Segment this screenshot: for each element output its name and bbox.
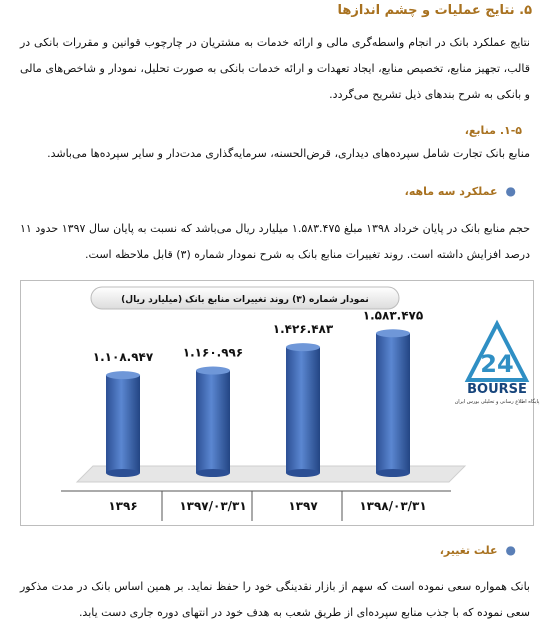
performance-text: حجم منابع بانک در پایان خرداد ۱۳۹۸ مبلغ ۱.۵۸۳.۴۷۵ میلیارد ریال می‌باشد که نسبت به پایان سال ۱۳۹۷ حدود ۱۱ درصد افزایش داشته است. روند تغییرات منابع بانک به شرح نمودار شماره (۳) قابل ملاحظه است.	[20, 222, 530, 261]
bar-2	[286, 347, 320, 473]
bourse-logo	[454, 322, 540, 406]
bar-base-0	[106, 469, 140, 477]
bar-cap-1	[196, 367, 230, 375]
bullet-icon: ●	[505, 184, 516, 198]
bullet-cause-label: علت تغییر،	[439, 544, 498, 557]
bullet-quarterly	[405, 184, 516, 198]
bar-cap-0	[106, 371, 140, 379]
data-label-1: ۱.۱۶۰.۹۹۶	[182, 345, 244, 360]
svg-text:24: 24	[480, 350, 514, 378]
bourse-logo-icon	[454, 322, 540, 406]
category-label-2: ۱۳۹۷	[288, 499, 318, 513]
bullet-icon: ●	[505, 543, 516, 557]
category-label-3: ۱۳۹۸/۰۳/۳۱	[359, 499, 427, 513]
bar-3	[376, 333, 410, 473]
section-heading: ۵. نتایج عملیات و چشم اندازها	[337, 3, 532, 18]
intro-paragraph: نتایج عملکرد بانک در انجام واسطه‌گری مالی و ارائه خدمات به مشتریان در چارچوب قوانین و مقررات بانکی در قالب، تجهیز منابع، تخصیص منابع، ایجاد تعهدات و ارائه خدمات بانکی به صورت تحلیل، نمودار و شاخص‌های مالی و بانکی به شرح بندهای ذیل تشریح می‌گردد.	[20, 36, 530, 101]
data-label-0: ۱.۱۰۸.۹۴۷	[92, 350, 154, 365]
bullet-quarterly-label: عملکرد سه ماهه،	[404, 185, 498, 198]
bar-base-1	[196, 469, 230, 477]
cause-text: بانک همواره سعی نموده است که سهم از بازار نقدینگی خود را حفظ نماید. بر همین اساس بانک در مدت مذکور سعی نموده که با جذب منابع سپرده‌ای از طریق شعب به هدف خود در انتهای دوره جاری دست یابد.	[20, 580, 530, 619]
bar-base-2	[286, 469, 320, 477]
bar-base-3	[376, 469, 410, 477]
resources-text: منابع بانک تجارت شامل سپرده‌های دیداری، قرض‌الحسنه، سرمایه‌گذاری مدت‌دار و سایر سپرده‌ها می‌باشد.	[47, 147, 530, 160]
bullet-cause	[440, 543, 516, 557]
data-label-3: ۱.۵۸۳.۴۷۵	[362, 308, 424, 323]
bar-1	[196, 371, 230, 473]
category-label-0: ۱۳۹۶	[108, 499, 138, 513]
logo-name: BOURSE	[467, 382, 527, 397]
data-label-2: ۱.۴۲۶.۴۸۳	[272, 322, 334, 337]
bar-cap-2	[286, 343, 320, 351]
subsection-heading: ۱-۵. منابع،	[464, 124, 522, 137]
logo-tagline: پایگاه اطلاع رسانی و تحلیلی بورس ایران	[454, 399, 540, 405]
bar-cap-3	[376, 329, 410, 337]
chart-title: نمودار شماره (۳) روند تغییرات منابع بانک (میلیارد ریال)	[121, 295, 369, 305]
category-label-1: ۱۳۹۷/۰۳/۳۱	[179, 499, 247, 513]
bar-0	[106, 375, 140, 473]
